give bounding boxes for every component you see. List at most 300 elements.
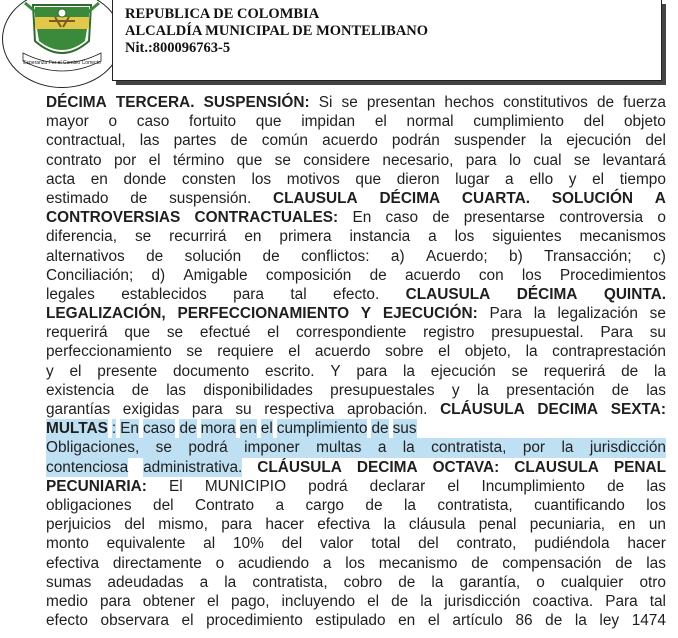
word: Amigable xyxy=(183,266,248,284)
word: garantías xyxy=(46,401,111,418)
word: En xyxy=(352,209,372,227)
word: de xyxy=(130,189,148,207)
text-line xyxy=(46,304,666,323)
word: las xyxy=(646,554,666,572)
word: Procedimientos xyxy=(559,266,666,284)
word: contratista, xyxy=(252,573,328,591)
word: motivos xyxy=(286,170,340,188)
word: el xyxy=(69,362,82,380)
word: presupuestal. xyxy=(491,324,584,342)
word: a xyxy=(199,573,209,591)
header-country: REPUBLICA DE COLOMBIA xyxy=(125,6,320,22)
text-line xyxy=(46,151,666,170)
word: por xyxy=(113,151,137,169)
text-line xyxy=(46,131,666,150)
word: perjuicios xyxy=(46,516,112,534)
word: conflictos: xyxy=(301,247,370,265)
bold-word: LEGALIZACIÓN, xyxy=(46,305,166,323)
word: presentan xyxy=(366,94,436,111)
word: Para xyxy=(605,592,638,610)
word: respectiva xyxy=(264,401,335,418)
word: pecuniaria, xyxy=(529,516,606,534)
word: de xyxy=(607,477,625,495)
word: registro xyxy=(423,324,475,342)
word: su xyxy=(235,401,252,418)
bold-word: EJECUCIÓN: xyxy=(382,305,478,323)
word: solución xyxy=(184,247,242,265)
word: acudiendo xyxy=(238,554,310,572)
word: donde xyxy=(123,170,167,188)
word: obligaciones xyxy=(46,496,132,514)
word: Conciliación; xyxy=(46,266,134,284)
text-line xyxy=(46,554,666,573)
word: presente xyxy=(97,362,158,380)
word: El xyxy=(169,477,183,495)
word: cumplimiento xyxy=(473,113,564,131)
word: en xyxy=(618,516,636,534)
text-line xyxy=(46,458,666,477)
text-line xyxy=(46,400,666,419)
text-line xyxy=(46,112,666,131)
word: contrato, xyxy=(456,535,517,553)
word: c) xyxy=(653,247,666,265)
word: Obligaciones, xyxy=(46,439,140,457)
word: obtener xyxy=(142,592,195,610)
bold-word: CLAUSULA xyxy=(405,285,491,303)
word: la xyxy=(420,592,433,610)
word: con xyxy=(478,266,504,284)
bold-word: DECIMA xyxy=(537,401,599,418)
word: común xyxy=(261,132,308,150)
municipal-seal xyxy=(2,0,122,88)
word: de xyxy=(131,381,149,399)
word: Si xyxy=(318,94,333,111)
word: consten xyxy=(181,170,236,188)
word: escrito. xyxy=(264,362,315,380)
word: la xyxy=(403,496,416,514)
bold-word: CUARTA. xyxy=(461,189,531,207)
word: impidan xyxy=(301,113,356,131)
word: partes xyxy=(173,132,217,150)
word: se xyxy=(155,439,172,457)
word: garantía, xyxy=(459,573,521,591)
word: estipulado xyxy=(315,612,386,630)
shield-logo-icon xyxy=(3,0,121,87)
word: lo xyxy=(508,151,521,169)
word: procedimiento xyxy=(206,612,303,630)
bold-word: SEXTA: xyxy=(610,401,666,418)
word: caso xyxy=(142,420,176,438)
word: a xyxy=(428,228,437,246)
text-line xyxy=(46,323,666,342)
word: su xyxy=(649,324,666,342)
word: de xyxy=(621,362,639,380)
word: a xyxy=(275,496,285,514)
word: los xyxy=(454,228,475,246)
word: efecto. xyxy=(333,285,380,303)
bold-word: SUSPENSIÓN: xyxy=(203,94,310,111)
text-line xyxy=(46,592,666,611)
word: efecto xyxy=(46,612,88,630)
word: cláusula xyxy=(408,516,466,534)
text-line xyxy=(46,496,666,515)
word: presupuestales xyxy=(330,381,435,399)
bold-word: CLÁUSULA xyxy=(440,401,525,418)
word: del xyxy=(645,132,666,150)
word: mayor xyxy=(46,113,89,131)
word: la xyxy=(224,573,237,591)
word: suspensión. xyxy=(169,189,252,207)
word: contrato xyxy=(46,151,102,169)
word: la xyxy=(383,516,396,534)
word: multas xyxy=(316,439,362,457)
word: que xyxy=(255,113,282,131)
word: Y xyxy=(330,362,341,380)
word: a xyxy=(322,554,332,572)
word: penal xyxy=(478,516,517,534)
word: a xyxy=(377,439,387,457)
text-line xyxy=(46,573,666,592)
word: de xyxy=(146,247,164,265)
contract-clauses-text xyxy=(46,93,666,630)
word: establecidos xyxy=(121,285,207,303)
word: ello xyxy=(529,170,554,188)
text-line xyxy=(46,515,666,534)
word: que xyxy=(355,170,382,188)
word: fortuito xyxy=(189,113,237,131)
word: en xyxy=(244,228,262,246)
word: pudiéndola xyxy=(534,535,610,553)
bold-word: CLÁUSULA xyxy=(257,458,342,476)
word: para xyxy=(465,151,497,169)
word: suspender xyxy=(454,132,526,150)
word: a) xyxy=(390,247,405,265)
document-header xyxy=(112,0,662,81)
word: efectiva xyxy=(46,554,100,572)
word: se xyxy=(573,151,591,169)
word: el xyxy=(367,592,380,610)
word: equivalente xyxy=(106,535,186,553)
word: de xyxy=(432,209,450,227)
word: el xyxy=(206,592,219,610)
word: documento xyxy=(172,362,250,380)
word: contractual, xyxy=(46,132,126,150)
text-line xyxy=(46,438,666,457)
word: presentación xyxy=(506,381,595,399)
text-line xyxy=(46,93,666,112)
word: se xyxy=(186,343,203,361)
word: el xyxy=(592,170,605,188)
word: compensación xyxy=(502,554,602,572)
word: cual xyxy=(533,151,562,169)
word: monto xyxy=(46,535,89,553)
word: los xyxy=(646,496,666,514)
word: coactiva. xyxy=(532,592,594,610)
word: o xyxy=(215,554,225,572)
word: a xyxy=(505,170,514,188)
word: el xyxy=(438,343,451,361)
word: Para xyxy=(600,324,633,342)
text-line xyxy=(46,381,666,400)
word: b) xyxy=(509,247,523,265)
logo-motto: Esperanza Por el Cambio Correcto xyxy=(23,60,101,66)
word: otro xyxy=(639,573,666,591)
word: en xyxy=(90,170,108,188)
text-line xyxy=(46,419,666,438)
word: el xyxy=(260,420,273,438)
word: se xyxy=(341,94,358,111)
word: la xyxy=(533,305,546,323)
word: Incumplimiento xyxy=(481,477,585,495)
text-line xyxy=(46,362,666,381)
word: los xyxy=(345,554,365,572)
bold-word: DÉCIMA xyxy=(516,285,578,303)
word: de xyxy=(611,381,629,399)
word: se xyxy=(134,228,152,246)
bold-word: CLAUSULA xyxy=(273,189,358,207)
word: y xyxy=(46,362,54,380)
word: cumplimiento xyxy=(276,420,368,438)
word: controversia xyxy=(559,209,644,227)
word: la xyxy=(574,612,587,630)
word: para xyxy=(233,285,264,303)
word: las xyxy=(646,381,666,399)
word: primera xyxy=(279,228,332,246)
word: las xyxy=(139,132,160,150)
word: necesario, xyxy=(382,151,454,169)
word: el xyxy=(427,612,440,630)
word: la xyxy=(525,343,538,361)
word: se xyxy=(166,324,184,342)
word: que xyxy=(236,151,263,169)
word: el xyxy=(447,477,460,495)
word: cualquier xyxy=(560,573,624,591)
word: mora xyxy=(200,420,236,438)
text-line xyxy=(46,534,666,553)
word: para xyxy=(191,401,223,418)
word: exigidas xyxy=(122,401,180,418)
bold-word: SOLUCIÓN xyxy=(551,189,634,207)
word: podrán xyxy=(391,132,440,150)
word: la xyxy=(476,381,489,399)
bold-word: PENAL xyxy=(613,458,666,476)
word: de xyxy=(369,266,387,284)
word: : xyxy=(111,420,117,438)
word: de xyxy=(391,592,409,610)
word: de xyxy=(179,420,197,438)
word: objeto xyxy=(623,113,666,131)
word: adeudadas xyxy=(107,573,184,591)
word: contenciosa xyxy=(46,458,129,476)
word: medio xyxy=(46,592,88,610)
word: la xyxy=(540,132,553,150)
text-line xyxy=(46,208,666,227)
word: contraprestación xyxy=(552,343,666,361)
word: podrá xyxy=(308,477,348,495)
word: la xyxy=(561,439,574,457)
word: correspondiente xyxy=(295,324,407,342)
bold-word: CONTROVERSIAS xyxy=(46,209,181,227)
word: total xyxy=(371,535,401,553)
word: para xyxy=(356,362,388,380)
word: del xyxy=(583,113,605,131)
word: cargo xyxy=(305,496,344,514)
word: MUNICIPIO xyxy=(204,477,287,495)
word: la xyxy=(402,439,415,457)
word: ejecución xyxy=(566,132,632,150)
word: la xyxy=(654,362,666,380)
word: ley xyxy=(599,612,620,630)
bold-word: Y xyxy=(360,305,372,323)
word: el xyxy=(148,151,161,169)
text-line xyxy=(46,342,666,361)
bold-word: OCTAVA: xyxy=(432,458,500,476)
word: de xyxy=(371,420,389,438)
word: se xyxy=(511,362,528,380)
bold-word: DECIMA xyxy=(356,458,418,476)
word: de xyxy=(230,132,248,150)
word: en xyxy=(398,612,416,630)
word: sumas xyxy=(46,573,92,591)
word: de xyxy=(596,94,615,111)
word: valor xyxy=(320,535,354,553)
word: el xyxy=(267,324,280,342)
word: hechos xyxy=(444,94,495,111)
bold-word: TERCERA. xyxy=(115,94,195,111)
word: tal xyxy=(649,592,666,610)
word: acta xyxy=(46,170,76,188)
word: jurisdicción xyxy=(589,439,666,457)
word: ejecución xyxy=(430,362,496,380)
word: hacer xyxy=(265,516,304,534)
bold-word: CONTRACTUALES: xyxy=(194,209,339,227)
bold-word: A xyxy=(654,189,666,207)
word: estimado xyxy=(46,189,109,207)
word: aprobación. xyxy=(347,401,428,418)
word: acuerdo xyxy=(404,266,461,284)
text-line xyxy=(46,170,666,189)
word: requiere xyxy=(217,343,274,361)
word: alternativos xyxy=(46,247,125,265)
word: disponibilidades xyxy=(203,381,313,399)
bold-word: CLAUSULA xyxy=(514,458,599,476)
word: del xyxy=(418,535,439,553)
text-line xyxy=(46,611,666,630)
word: sobre xyxy=(385,343,424,361)
word: Acuerdo; xyxy=(426,247,488,265)
word: y xyxy=(451,381,460,399)
word: 10% xyxy=(232,535,264,553)
word: los xyxy=(251,170,272,188)
word: jurisdicción xyxy=(444,592,521,610)
word: pago, xyxy=(230,592,270,610)
word: podrá xyxy=(188,439,228,457)
word: para xyxy=(221,516,252,534)
text-line xyxy=(46,227,666,246)
word: acuerdo xyxy=(322,132,378,150)
text-line xyxy=(46,285,666,304)
word: de xyxy=(615,554,633,572)
word: diferencia, xyxy=(46,228,118,246)
word: levantará xyxy=(602,151,666,169)
word: administrativa. xyxy=(143,458,243,476)
word: recurrirá xyxy=(169,228,227,246)
word: instancia xyxy=(349,228,411,246)
word: hacer xyxy=(627,535,666,553)
word: del xyxy=(281,535,303,553)
word: Transacción; xyxy=(544,247,632,265)
word: constitutivos xyxy=(503,94,588,111)
word: tiempo xyxy=(619,170,666,188)
word: la xyxy=(431,573,444,591)
word: caso xyxy=(385,209,419,227)
word: que xyxy=(124,324,151,342)
text-line xyxy=(46,189,666,208)
word: las xyxy=(646,477,666,495)
word: de xyxy=(262,247,280,265)
word: efectué xyxy=(199,324,251,342)
word: 1474 xyxy=(631,612,666,630)
word: o xyxy=(108,113,118,131)
bold-word: PECUNIARIA: xyxy=(46,477,147,495)
word: 86 xyxy=(515,612,533,630)
word: al xyxy=(203,535,216,553)
word: d) xyxy=(151,266,166,284)
word: legalización xyxy=(557,305,638,323)
word: el xyxy=(288,343,301,361)
word: artículo xyxy=(452,612,503,630)
word: y xyxy=(568,170,577,188)
word: o xyxy=(657,209,666,227)
word: fuerza xyxy=(623,94,666,111)
word: Para xyxy=(489,305,522,323)
word: requerirá xyxy=(46,324,108,342)
word: siguientes xyxy=(492,228,562,246)
word: cobro xyxy=(343,573,383,591)
word: perfeccionamiento xyxy=(46,343,172,361)
text-line xyxy=(46,247,666,266)
word: el xyxy=(181,612,194,630)
word: existencia xyxy=(46,381,115,399)
word: mismo, xyxy=(158,516,208,534)
word: de xyxy=(398,573,416,591)
word: legales xyxy=(46,285,95,303)
word: acuerdo xyxy=(314,343,371,361)
bold-word: DÉCIMA xyxy=(379,189,441,207)
word: observara xyxy=(100,612,169,630)
word: se xyxy=(274,151,291,169)
word: dieron xyxy=(396,170,440,188)
header-nit: Nit.:800096763-5 xyxy=(125,40,231,56)
word: en xyxy=(239,420,257,438)
word: presentarse xyxy=(463,209,545,227)
word: mecanismo xyxy=(378,554,458,572)
word: incluyendo xyxy=(281,592,356,610)
word: requerirá xyxy=(543,362,606,380)
word: el xyxy=(374,113,387,131)
word: En xyxy=(120,420,139,438)
word: lugar xyxy=(455,170,490,188)
word: efectiva xyxy=(317,516,371,534)
word: declarar xyxy=(369,477,426,495)
word: o xyxy=(536,573,545,591)
word: de xyxy=(471,554,489,572)
word: directamente xyxy=(112,554,202,572)
word: por xyxy=(522,439,546,457)
word: contratista, xyxy=(431,439,507,457)
header-municipality: ALCALDÍA MUNICIPAL DE MONTELIBANO xyxy=(125,23,429,39)
word: objeto, xyxy=(464,343,511,361)
